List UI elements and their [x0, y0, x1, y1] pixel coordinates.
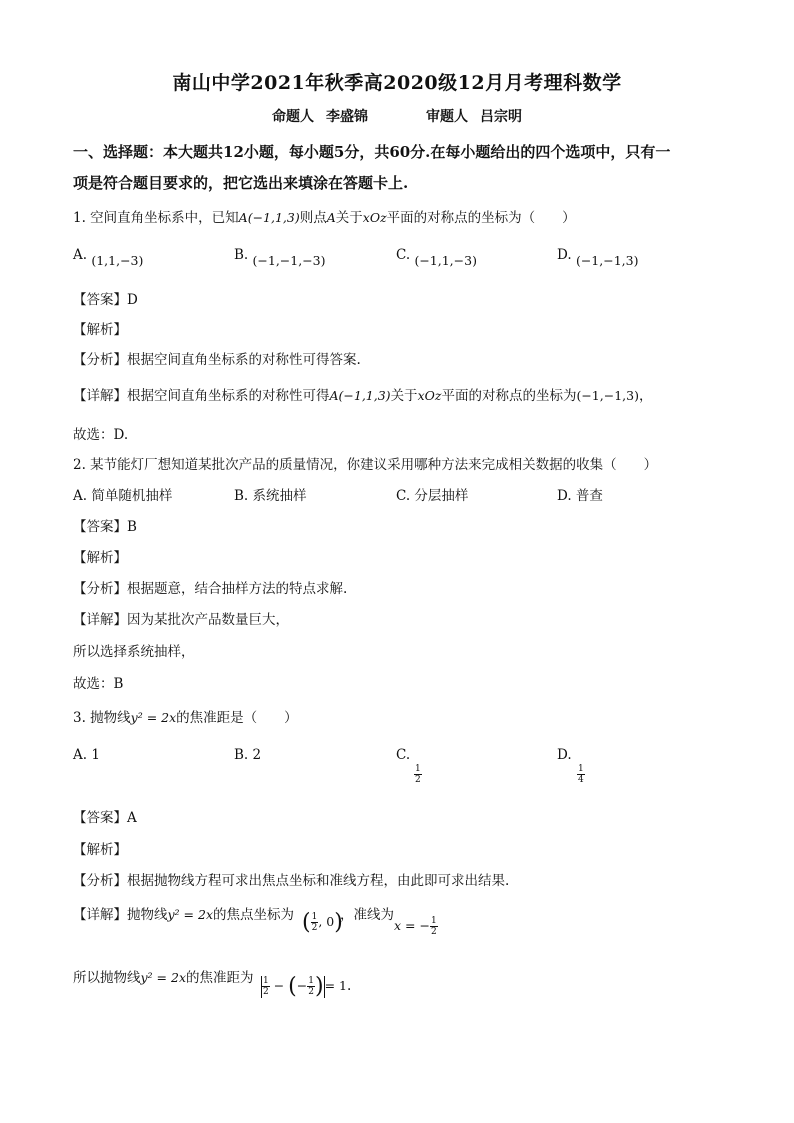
- q3-option-b: B. 2: [234, 747, 262, 763]
- q2-choose: 故选：B: [73, 676, 124, 692]
- q1-point: A(−1,1,3): [238, 210, 300, 225]
- q3-directrix-label: ，准线为: [340, 907, 394, 923]
- q2-option-c: C. 分层抽样: [396, 488, 469, 504]
- q2-option-a: A. 简单随机抽样: [73, 488, 173, 504]
- reviewer-name: 吕宗明: [480, 109, 522, 125]
- q3-detail: 【详解】抛物线y² = 2x的焦点坐标为: [73, 907, 294, 923]
- author-label: 命题人: [272, 109, 314, 125]
- q3-option-c-fraction: $\frac{1}{2}$: [415, 764, 421, 785]
- q2-fenxi: 【分析】根据题意，结合抽样方法的特点求解.: [73, 581, 348, 597]
- q3-fenxi: 【分析】根据抛物线方程可求出焦点坐标和准线方程，由此即可求出结果.: [73, 873, 510, 889]
- q3-absolute-expression: $\frac{1}{2}$ − (− $\frac{1}{2}$ )= 1.: [263, 974, 352, 999]
- q3-equation: y² = 2x: [130, 710, 177, 725]
- q1-option-c: C. (−1,1,−3): [396, 247, 477, 268]
- q3-stem: 3. 抛物线y² = 2x的焦准距是（ ）: [73, 710, 298, 726]
- q1-option-b: B. (−1,−1,−3): [234, 247, 326, 268]
- q2-option-b: B. 系统抽样: [234, 488, 307, 504]
- q2-answer: 【答案】B: [73, 519, 137, 535]
- q3-answer: 【答案】A: [73, 810, 137, 826]
- q1-option-a: A. (1,1,−3): [73, 247, 144, 268]
- q3-conclusion: 所以抛物线y² = 2x的焦准距为: [73, 970, 254, 986]
- author-name: 李盛锦: [326, 109, 368, 125]
- section-heading-line2: 项是符合题目要求的，把它选出来填涂在答题卡上.: [73, 174, 409, 192]
- q3-option-a: A. 1: [73, 747, 100, 763]
- page-title: 南山中学2021年秋季高2020级12月月考理科数学: [172, 72, 622, 94]
- q3-focus: ( $\frac{1}{2}$ , 0): [302, 910, 343, 935]
- q3-option-d-fraction: $\frac{1}{4}$: [578, 764, 584, 785]
- q2-detail: 【详解】因为某批次产品数量巨大，: [73, 612, 289, 628]
- q3-option-c: C.: [396, 747, 411, 763]
- q1-analysis: 【解析】: [73, 322, 127, 338]
- q3-directrix: x = − $\frac{1}{2}$: [394, 916, 437, 937]
- q2-detail2: 所以选择系统抽样，: [73, 644, 195, 660]
- reviewer-label: 审题人: [426, 109, 468, 125]
- q1-option-d: D. (−1,−1,3): [557, 247, 639, 268]
- q1-plane: xOz: [362, 210, 387, 225]
- q1-choose: 故选：D.: [73, 427, 129, 443]
- q1-stem: 1. 空间直角坐标系中，已知A(−1,1,3)则点A关于xOz平面的对称点的坐标为（ ）: [73, 210, 576, 226]
- q1-detail: 【详解】根据空间直角坐标系的对称性可得A(−1,1,3)关于xOz平面的对称点的坐标为(−1,−1,3)，: [73, 388, 653, 404]
- author-line: [0, 106, 794, 126]
- q2-option-d: D. 普查: [557, 488, 603, 504]
- q2-analysis: 【解析】: [73, 550, 127, 566]
- section-heading-line1: 一、选择题：本大题共12小题，每小题5分，共60分.在每小题给出的四个选项中，只有一: [73, 143, 671, 161]
- q1-answer: 【答案】D: [73, 292, 138, 308]
- q2-stem: 2. 某节能灯厂想知道某批次产品的质量情况，你建议采用哪种方法来完成相关数据的收集（ ）: [73, 457, 658, 473]
- q3-option-d: D.: [557, 747, 572, 763]
- q3-analysis: 【解析】: [73, 842, 127, 858]
- q1-fenxi: 【分析】根据空间直角坐标系的对称性可得答案.: [73, 352, 361, 368]
